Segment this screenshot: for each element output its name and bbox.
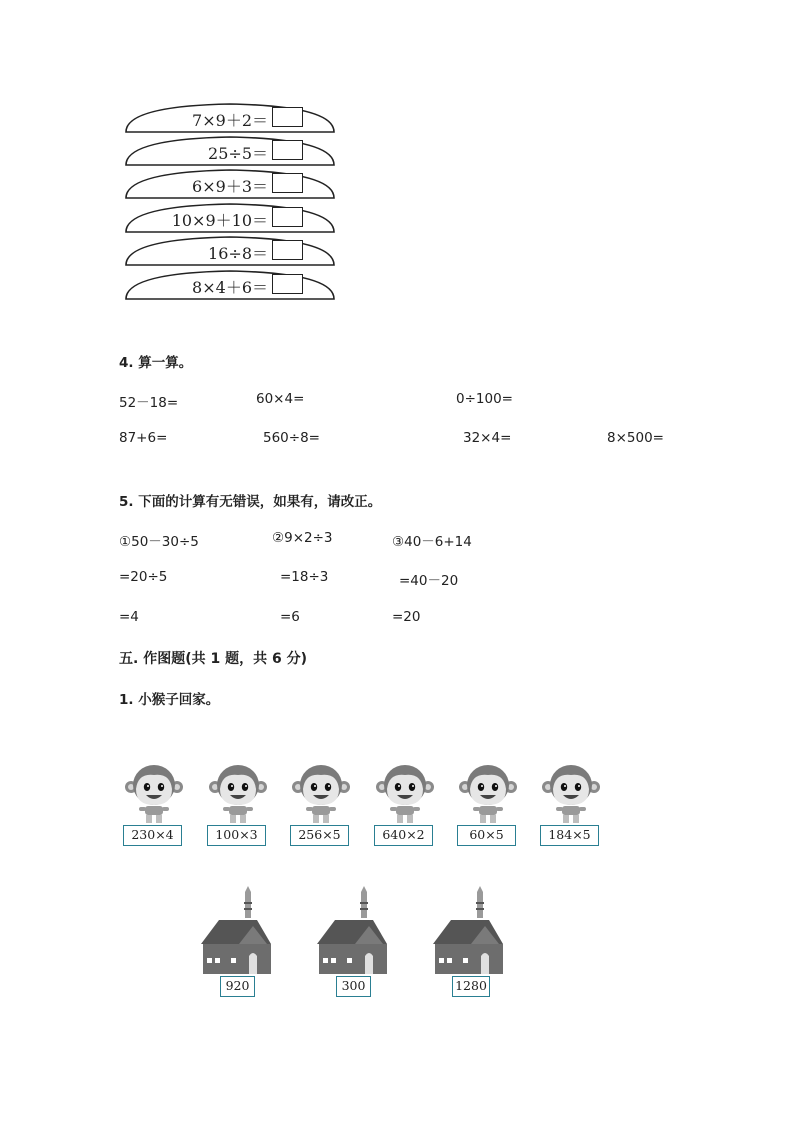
q5-step: ③40－6+14	[392, 534, 472, 550]
dome-expression: 10×9＋10＝	[171, 211, 268, 230]
house-icon	[433, 886, 505, 974]
monkey-icon	[291, 763, 351, 825]
answer-box[interactable]	[272, 107, 303, 127]
q4-item: 0÷100=	[456, 391, 513, 407]
monkey-label: 640×2	[374, 825, 433, 846]
dome-expression: 16÷8＝	[208, 244, 268, 263]
dome-expression: 8×4＋6＝	[192, 278, 268, 297]
monkey-label: 256×5	[290, 825, 349, 846]
answer-box[interactable]	[272, 173, 303, 193]
house-label: 920	[220, 976, 255, 997]
monkey-label: 184×5	[540, 825, 599, 846]
monkey-label: 100×3	[207, 825, 266, 846]
house-icon	[201, 886, 273, 974]
answer-box[interactable]	[272, 140, 303, 160]
dome-expression: 6×9＋3＝	[192, 177, 268, 196]
answer-box[interactable]	[272, 274, 303, 294]
monkey-icon	[375, 763, 435, 825]
q4-item: 52－18=	[119, 395, 179, 411]
q5-step: ①50－30÷5	[119, 534, 199, 550]
q5-step: =18÷3	[280, 569, 329, 585]
monkey-icon	[124, 763, 184, 825]
q5-step: ②9×2÷3	[272, 530, 333, 546]
house-icon	[317, 886, 389, 974]
q5-step: =6	[280, 609, 300, 625]
monkey-icon	[208, 763, 268, 825]
q5-step: =4	[119, 609, 139, 625]
monkey-label: 230×4	[123, 825, 182, 846]
q4-item: 60×4=	[256, 391, 305, 407]
monkey-icon	[541, 763, 601, 825]
dome-expression: 25÷5＝	[208, 144, 268, 163]
monkey-label: 60×5	[457, 825, 516, 846]
q4-title: 4. 算一算。	[119, 355, 193, 371]
q5-step: =40－20	[399, 573, 459, 589]
answer-box[interactable]	[272, 207, 303, 227]
house-label: 1280	[452, 976, 490, 997]
q5-step: =20÷5	[119, 569, 168, 585]
q4-item: 87+6=	[119, 430, 168, 446]
section-title: 五. 作图题(共 1 题，共 6 分)	[119, 651, 307, 667]
house-label: 300	[336, 976, 371, 997]
q1-title: 1. 小猴子回家。	[119, 692, 220, 708]
monkey-icon	[458, 763, 518, 825]
answer-box[interactable]	[272, 240, 303, 260]
q5-title: 5. 下面的计算有无错误，如果有，请改正。	[119, 494, 382, 510]
q5-step: =20	[392, 609, 421, 625]
q4-item: 8×500=	[607, 430, 664, 446]
dome-expression: 7×9＋2＝	[192, 111, 268, 130]
q4-item: 32×4=	[463, 430, 512, 446]
q4-item: 560÷8=	[263, 430, 320, 446]
